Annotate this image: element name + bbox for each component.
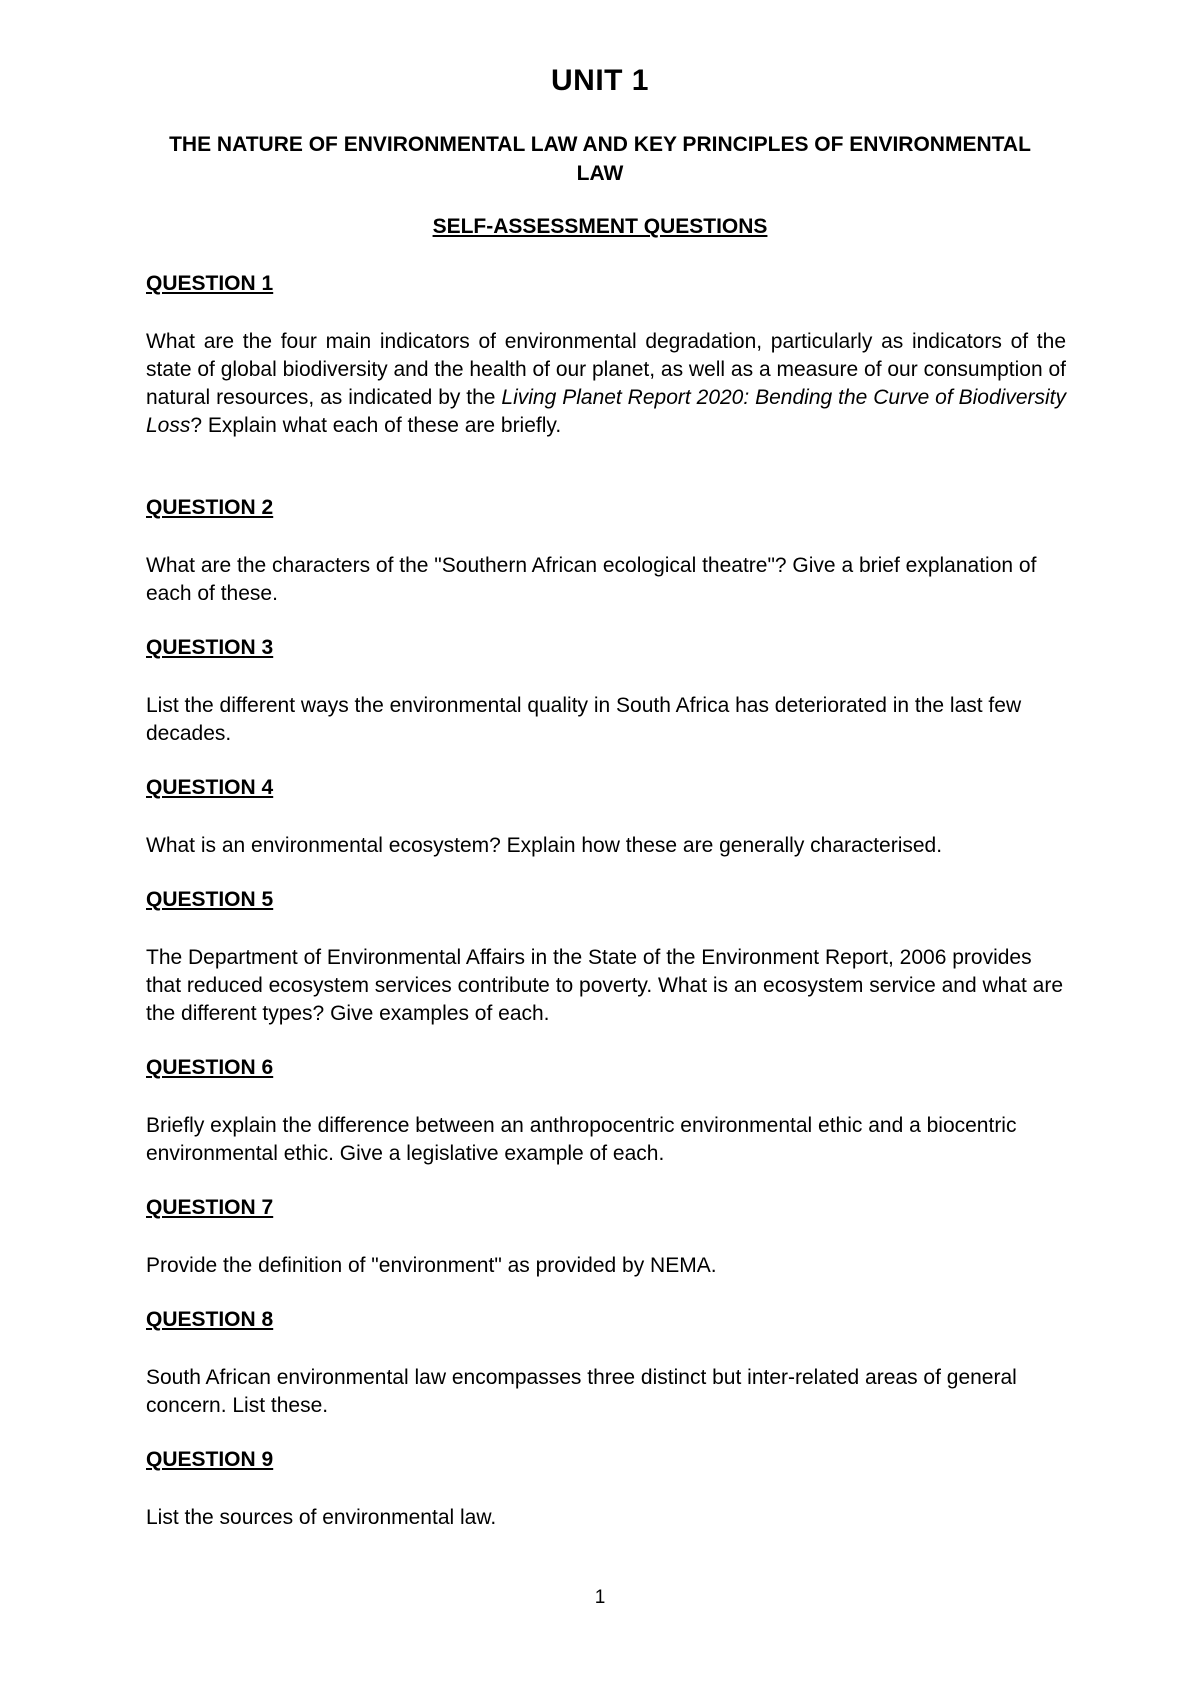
question-5-text: The Department of Environmental Affairs in the State of the Environment Report, 2006 provides that reduced ecosystem services contribute to poverty. What is an ecosystem service and what are the different types? Give examples of each.: [146, 946, 1064, 1025]
question-5-heading: QUESTION 5: [146, 888, 274, 911]
question-1-text-end: ? Explain what each of these are briefly.: [190, 414, 562, 437]
question-2-heading: QUESTION 2: [146, 496, 274, 519]
unit-title: UNIT 1: [550, 64, 649, 97]
question-3-text: List the different ways the environmental quality in South Africa has deteriorated in the last few decades.: [146, 694, 1022, 745]
document-title: THE NATURE OF ENVIRONMENTAL LAW AND KEY PRINCIPLES OF ENVIRONMENTAL LAW: [169, 133, 1031, 185]
question-1-report-title: Living Planet Report 2020: Bending the Curve of Biodiversity Loss: [146, 386, 1066, 437]
question-8-text: South African environmental law encompasses three distinct but inter-related areas of general concern. List these.: [146, 1366, 1017, 1417]
section-heading: SELF-ASSESSMENT QUESTIONS: [432, 215, 768, 238]
question-3-heading: QUESTION 3: [146, 636, 274, 659]
question-9-heading: QUESTION 9: [146, 1448, 274, 1471]
question-9-text: List the sources of environmental law.: [146, 1506, 497, 1529]
question-7-text: Provide the definition of "environment" as provided by NEMA.: [146, 1254, 717, 1277]
question-4-heading: QUESTION 4: [146, 776, 274, 799]
question-6-heading: QUESTION 6: [146, 1056, 274, 1079]
question-6-text: Briefly explain the difference between an anthropocentric environmental ethic and a biocentric environmental ethic. Give a legislative example of each.: [146, 1114, 1017, 1165]
question-4-text: What is an environmental ecosystem? Explain how these are generally characterised.: [146, 834, 943, 857]
page-number: 1: [594, 1587, 606, 1608]
question-7-heading: QUESTION 7: [146, 1196, 274, 1219]
question-8-heading: QUESTION 8: [146, 1308, 274, 1331]
question-2-text: What are the characters of the "Southern African ecological theatre"? Give a brief explanation of each of these.: [146, 554, 1037, 605]
question-1-text: [146, 328, 1066, 440]
question-1-heading: QUESTION 1: [146, 272, 274, 295]
question-1-text-start: What are the four main indicators of environmental degradation, particularly as indicators of the state of global biodiversity and the health of our planet, as well as a measure of our consumption of natural resources, as indicated by the: [146, 330, 1066, 409]
